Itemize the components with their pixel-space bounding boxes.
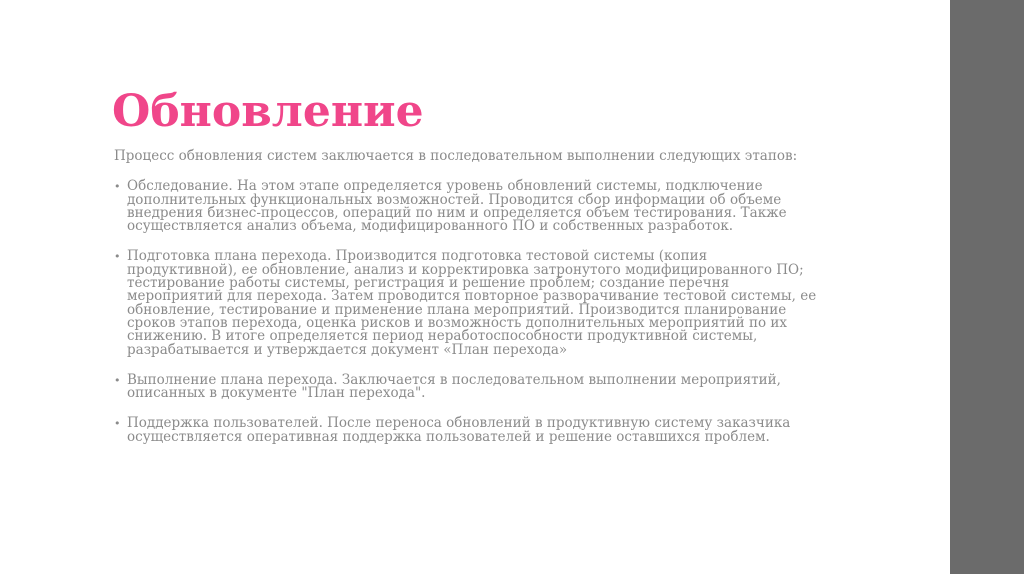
bullet-list xyxy=(114,180,834,444)
bullet-text-line: мероприятий для перехода. Затем проводится повторное разворачивание тестовой системы, ее xyxy=(127,288,817,305)
bullet-text-line: дополнительных функциональных возможностей. Проводится сбор информации об объеме xyxy=(127,191,782,208)
bullet-item-plan-execution xyxy=(114,371,834,402)
bullet-text-line: осуществляется анализ объема, модифицированного ПО и собственных разработок. xyxy=(127,218,734,235)
right-decorative-bar xyxy=(950,0,1024,574)
bullet-text-line: сроков этапов перехода, оценка рисков и возможность дополнительных мероприятий по их xyxy=(127,314,788,331)
bullet-text-line: тестирование работы системы, регистрация и решение проблем; создание перечня xyxy=(127,275,730,292)
bullet-text-line: Выполнение плана перехода. Заключается в последовательном выполнении мероприятий, xyxy=(127,371,781,388)
bullet-item-user-support xyxy=(114,417,834,444)
intro-paragraph: Процесс обновления систем заключается в последовательном выполнении следующих этапов: xyxy=(114,148,798,164)
slide-title: Обновление xyxy=(112,86,424,137)
slide-body xyxy=(114,150,834,461)
bullet-text-line: снижению. В итоге определяется период неработоспособности продуктивной системы, xyxy=(127,328,758,345)
bullet-icon: • xyxy=(114,250,121,264)
bullet-icon: • xyxy=(114,417,121,431)
bullet-text-line: Обследование. На этом этапе определяется уровень обновлений системы, подключение xyxy=(127,178,763,195)
bullet-text-line: описанных в документе "План перехода". xyxy=(127,385,426,402)
bullet-text-line: обновление, тестирование и применение плана мероприятий. Производится планирование xyxy=(127,301,787,318)
bullet-text-line: Поддержка пользователей. После переноса обновлений в продуктивную систему заказчика xyxy=(127,415,791,432)
bullet-text-line: продуктивной), ее обновление, анализ и корректировка затронутого модифицированного ПО; xyxy=(127,261,804,278)
bullet-item-survey xyxy=(114,180,834,233)
bullet-icon: • xyxy=(114,180,121,194)
bullet-text-line: Подготовка плана перехода. Производится подготовка тестовой системы (копия xyxy=(127,248,708,265)
bullet-text-line: осуществляется оперативная поддержка пользователей и решение оставшихся проблем. xyxy=(127,428,770,445)
bullet-text-line: разрабатывается и утверждается документ «План перехода» xyxy=(127,341,568,358)
bullet-item-plan-preparation xyxy=(114,250,834,356)
bullet-icon: • xyxy=(114,373,121,387)
bullet-text-line: внедрения бизнес-процессов, операций по ним и определяется объем тестирования. Также xyxy=(127,204,787,221)
